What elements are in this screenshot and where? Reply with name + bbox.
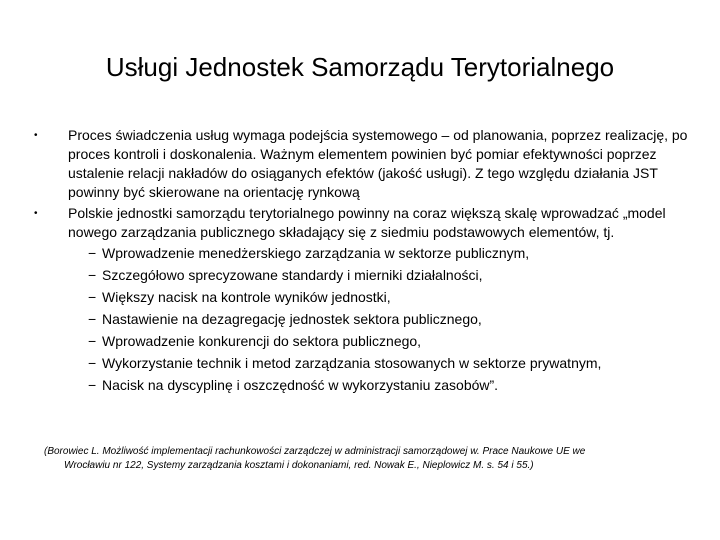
slide-title: Usługi Jednostek Samorządu Terytorialnego [105, 52, 615, 82]
dash-marker: − [88, 355, 97, 371]
sub-item: − Większy nacisk na kontrole wyników jednostki, [88, 289, 391, 305]
bullet-item-2 [30, 204, 690, 395]
sub-item: − Wprowadzenie menedżerskiego zarządzania w sektorze publicznym, [88, 245, 530, 261]
sub-list [68, 244, 690, 395]
bullet-text: Polskie jednostki samorządu terytorialnego powinny na coraz większą skalę wprowadzać „model nowego zarządzania publicznego składający się z siedmiu podstawowych elementów, tj. [68, 205, 666, 240]
sub-item: − Wprowadzenie konkurencji do sektora publicznego, [88, 333, 422, 349]
bullet-marker: • [34, 130, 38, 141]
dash-marker: − [88, 311, 97, 327]
dash-marker: − [88, 333, 97, 349]
bullet-item-1 [30, 126, 690, 202]
dash-marker: − [88, 245, 97, 261]
citation-line-1: (Borowiec L. Możliwość implementacji rachunkowości zarządczej w administracji samorządowej w. Prace Naukowe UE we [44, 446, 586, 457]
bullet-marker: • [34, 208, 38, 219]
bullet-text: Proces świadczenia usług wymaga podejścia systemowego – od planowania, poprzez realizację, po proces kontroli i doskonalenia. Ważnym elementem powinien być pomiar efektywności poprzez ustalenie relacji nakładów do osiąganych efektów (jakość usługi). Z tego względu działania JST powinny być skierowane na orientację rynkową [68, 127, 688, 200]
dash-marker: − [88, 377, 97, 393]
sub-item: − Szczegółowo sprecyzowane standardy i mierniki działalności, [88, 267, 483, 283]
dash-marker: − [88, 289, 97, 305]
citation [44, 445, 664, 473]
sub-item: − Nastawienie na dezagregację jednostek sektora publicznego, [88, 311, 482, 327]
slide-content [30, 126, 690, 398]
sub-item: − Wykorzystanie technik i metod zarządzania stosowanych w sektorze prywatnym, [88, 355, 602, 371]
citation-line-2: Wrocławiu nr 122, Systemy zarządzania kosztami i dokonaniami, red. Nowak E., Nieplowicz M. s. 54 i 55.) [64, 460, 534, 471]
sub-item: − Nacisk na dyscyplinę i oszczędność w wykorzystaniu zasobów”. [88, 377, 499, 393]
dash-marker: − [88, 267, 97, 283]
